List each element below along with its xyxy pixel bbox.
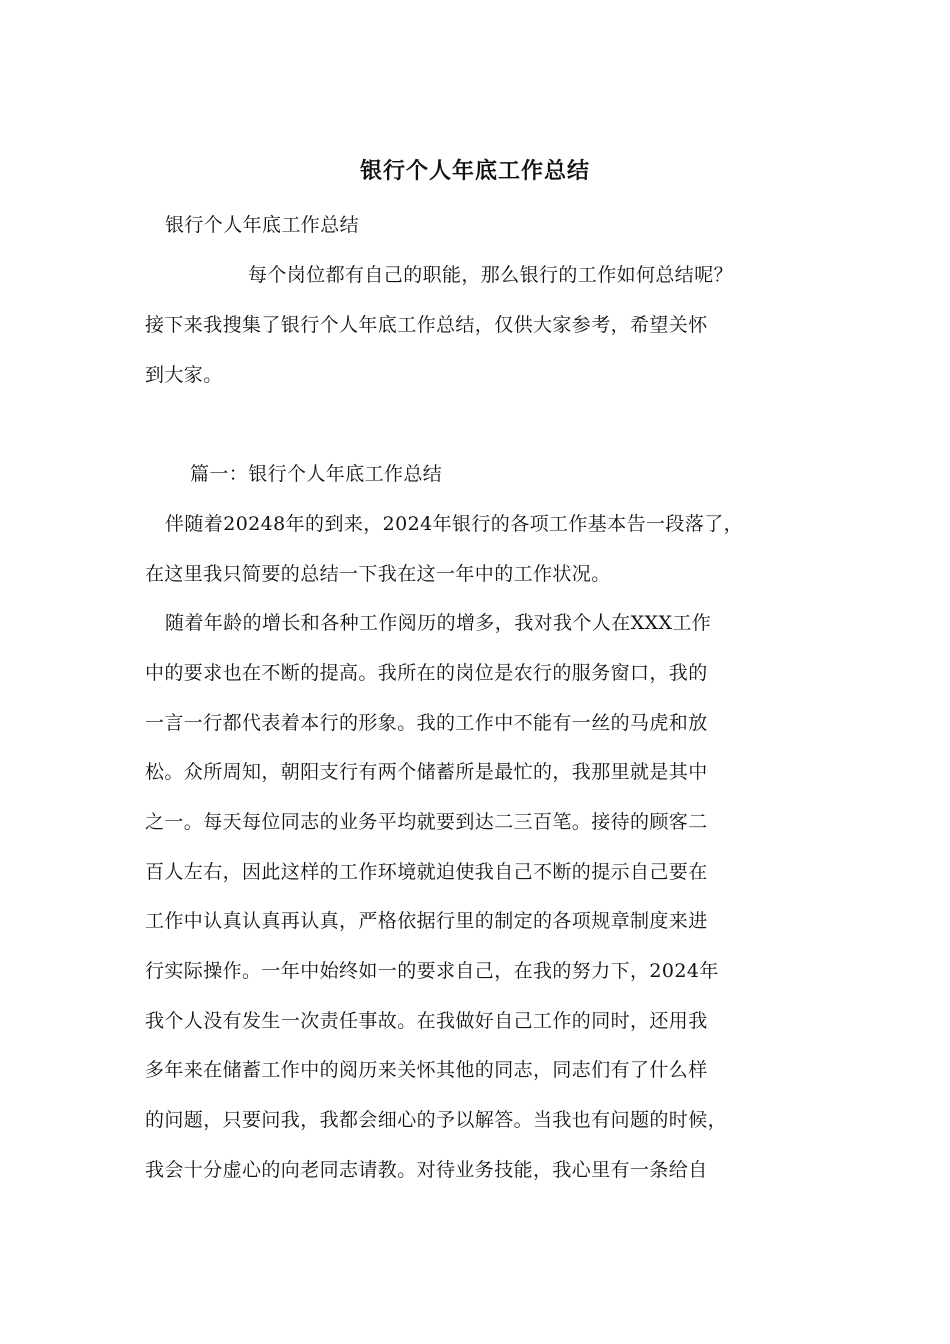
intro-line: 到大家。 — [145, 364, 223, 386]
paragraph-line: 松。众所周知，朝阳支行有两个储蓄所是最忙的，我那里就是其中 — [145, 761, 708, 783]
paragraph-line: 伴随着20248年的到来，2024年银行的各项工作基本告一段落了， — [165, 513, 743, 535]
paragraph-line: 工作中认真认真再认真，严格依据行里的制定的各项规章制度来进 — [145, 910, 708, 932]
paragraph-line: 我个人没有发生一次责任事故。在我做好自己工作的同时，还用我 — [145, 1010, 708, 1032]
intro-line: 每个岗位都有自己的职能，那么银行的工作如何总结呢？ — [248, 264, 734, 286]
paragraph-line: 之一。每天每位同志的业务平均就要到达二三百笔。接待的顾客二 — [145, 811, 708, 833]
document-title: 银行个人年底工作总结 — [359, 158, 590, 184]
intro-line: 接下来我搜集了银行个人年底工作总结，仅供大家参考，希望关怀 — [145, 314, 708, 336]
paragraph-line: 一言一行都代表着本行的形象。我的工作中不能有一丝的马虎和放 — [145, 712, 708, 734]
paragraph-line: 随着年龄的增长和各种工作阅历的增多，我对我个人在XXX工作 — [165, 612, 712, 634]
paragraph-line: 的问题，只要问我，我都会细心的予以解答。当我也有问题的时候， — [145, 1109, 728, 1131]
paragraph-line: 我会十分虚心的向老同志请教。对待业务技能，我心里有一条给自 — [145, 1159, 708, 1181]
document-subtitle: 银行个人年底工作总结 — [165, 214, 360, 236]
paragraph-line: 百人左右，因此这样的工作环境就迫使我自己不断的提示自己要在 — [145, 861, 708, 883]
paragraph-line: 在这里我只简要的总结一下我在这一年中的工作状况。 — [145, 563, 611, 585]
section-heading: 篇一：银行个人年底工作总结 — [190, 463, 443, 485]
paragraph-line: 多年来在储蓄工作中的阅历来关怀其他的同志，同志们有了什么样 — [145, 1059, 708, 1081]
paragraph-line: 行实际操作。一年中始终如一的要求自己，在我的努力下，2024年 — [145, 960, 719, 982]
paragraph-line: 中的要求也在不断的提高。我所在的岗位是农行的服务窗口，我的 — [145, 662, 708, 684]
